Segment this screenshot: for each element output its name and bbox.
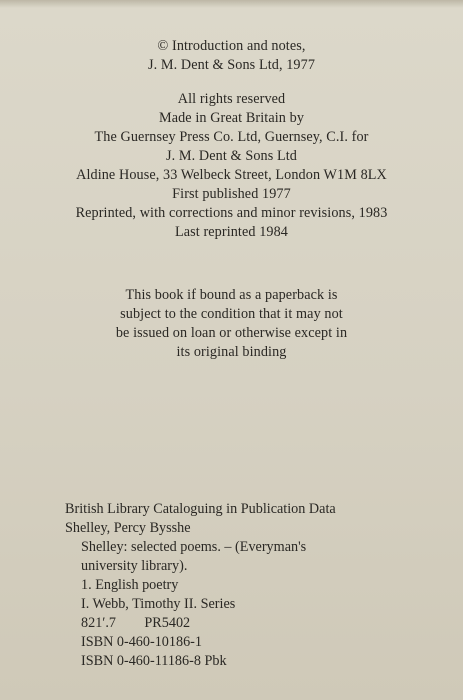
cip-entry: 821′.7 PR5402: [81, 615, 191, 631]
rights-line: Made in Great Britain by: [158, 110, 305, 126]
rights-line: The Guernsey Press Co. Ltd, Guernsey, C.I. for: [94, 129, 369, 145]
cataloguing-data: [65, 500, 336, 671]
binding-line: subject to the condition that it may not: [120, 306, 343, 322]
copyright-line: © Introduction and notes,: [157, 38, 306, 54]
rights-line: J. M. Dent & Sons Ltd: [166, 148, 297, 164]
cip-entry: university library).: [81, 558, 188, 574]
rights-line: Reprinted, with corrections and minor revisions, 1983: [75, 205, 388, 221]
binding-line: This book if bound as a paperback is: [125, 287, 338, 303]
cip-entry: I. Webb, Timothy II. Series: [81, 596, 236, 612]
binding-line: be issued on loan or otherwise except in: [115, 325, 348, 341]
cip-entry: ISBN 0-460-11186-8 Pbk: [81, 653, 227, 669]
cip-entry: ISBN 0-460-10186-1: [81, 634, 202, 650]
page-edge-shadow: [0, 0, 463, 8]
rights-line: Aldine House, 33 Welbeck Street, London W1M 8LX: [76, 167, 387, 183]
rights-line: All rights reserved: [177, 91, 286, 107]
cip-heading: British Library Cataloguing in Publication Data: [65, 501, 336, 517]
cip-entry: 1. English poetry: [81, 577, 179, 593]
rights-line: Last reprinted 1984: [174, 224, 288, 240]
binding-line: its original binding: [176, 344, 287, 360]
rights-block: [0, 90, 463, 242]
cip-author: Shelley, Percy Bysshe: [65, 520, 191, 536]
binding-notice: [0, 286, 463, 362]
copyright-line: J. M. Dent & Sons Ltd, 1977: [147, 57, 316, 73]
cip-entry: Shelley: selected poems. – (Everyman's: [81, 539, 307, 555]
rights-line: First published 1977: [172, 186, 291, 202]
copyright-block: [0, 37, 463, 75]
